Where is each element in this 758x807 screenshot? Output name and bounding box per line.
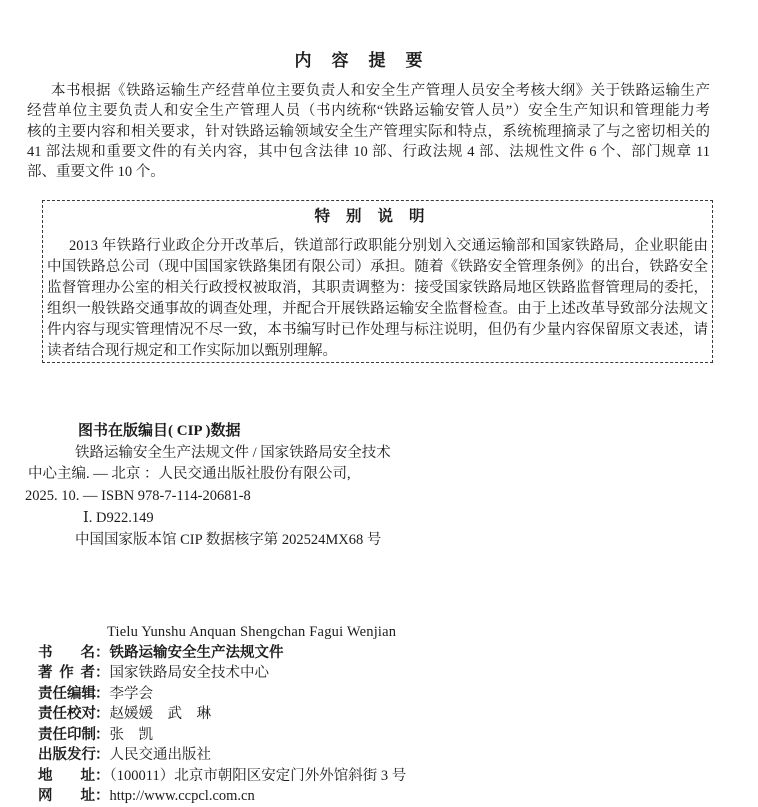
colophon-row-website [27, 786, 727, 807]
special-note-line: 2013 年铁路行业政企分开改革后，铁道部行政职能分别划入交通运输部和国家铁路局，企业职能由 [69, 238, 708, 254]
content-summary-paragraph [27, 81, 710, 182]
colophon-label: 网址 [38, 788, 95, 804]
cip-line: 中国国家版本馆 CIP 数据核字第 202524MX68 号 [75, 531, 382, 548]
colophon-value: 铁路运输安全生产法规文件 [109, 644, 284, 661]
book-title-pinyin: Tielu Yunshu Anquan Shengchan Fagui Wenjian [107, 624, 397, 640]
colophon-value: 张 凯 [109, 726, 153, 743]
colophon-colon: ： [95, 685, 110, 702]
cip-line: 铁路运输安全生产法规文件 / 国家铁路局安全技术 [75, 444, 391, 461]
colophon-colon: ： [95, 706, 110, 722]
cip-line: Ⅰ. D922.149 [83, 509, 154, 526]
colophon-value: 李学会 [109, 685, 153, 702]
colophon-label: 出版发行 [38, 747, 96, 763]
colophon-label: 书名 [38, 644, 95, 661]
summary-line: 部、重要文件 10 个。 [27, 164, 165, 181]
colophon-colon: ： [95, 665, 110, 681]
colophon-label: 责任印制 [38, 726, 96, 743]
special-note-line: 件内容与现实管理情况不尽一致，本书编写时已作处理与标注说明，但仍有少量内容保留原文表述，请 [47, 322, 708, 338]
special-note-paragraph [47, 236, 708, 362]
summary-line: 经营单位主要负责人和安全生产管理人员（书内统称“铁路运输安管人员”）安全生产知识和管理能力考 [27, 103, 710, 120]
colophon-row-print-supervisor [27, 725, 727, 746]
special-note-line: 中国铁路总公司（现中国国家铁路集团有限公司）承担。随着《铁路安全管理条例》的出台，铁路安全 [47, 259, 708, 275]
summary-line: 41 部法规和重要文件的有关内容，其中包含法律 10 部、行政法规 4 部、法规性文件 6 个、部门规章 11 [27, 143, 710, 160]
colophon-label: 责任编辑 [38, 685, 96, 702]
summary-line: 核的主要内容和相关要求，针对铁路运输领域安全生产管理实际和特点，系统梳理摘录了与之密切相关的 [27, 123, 710, 140]
colophon-row-address [27, 766, 727, 787]
special-note-line: 组织一般铁路交通事故的调查处理，并配合开展铁路运输安全监督检查。由于上述改革导致部分法规文 [47, 301, 708, 317]
colophon-row-editor [27, 684, 727, 705]
colophon-colon: ： [95, 644, 110, 661]
colophon-label: 著作者 [38, 665, 95, 681]
colophon-value: （100011）北京市朝阳区安定门外外馆斜街 3 号 [109, 767, 407, 784]
colophon-label: 地址 [38, 767, 95, 784]
colophon-value: http://www.ccpcl.com.cn [109, 788, 255, 804]
cip-line: 中心主编. — 北京 ：人民交通出版社股份有限公司, [28, 466, 351, 483]
content-summary-title: 内容提要 [294, 51, 443, 70]
special-note-line: 读者结合现行规定和工作实际加以甄别理解。 [47, 343, 337, 359]
colophon-row-book-title [27, 643, 727, 664]
colophon-colon: ： [95, 726, 110, 743]
cip-line: 2025. 10. — ISBN 978-7-114-20681-8 [25, 488, 251, 505]
colophon-value: 人民交通出版社 [109, 747, 211, 763]
special-note-box [42, 200, 713, 363]
cip-section [25, 421, 725, 551]
colophon-row-publisher [27, 745, 727, 766]
colophon-colon: ： [95, 767, 110, 784]
colophon-row-author [27, 663, 727, 684]
colophon-section [27, 622, 727, 807]
special-note-line: 监督管理办公室的相关行政授权被取消，其职责调整为：接受国家铁路局地区铁路监督管理局的委托， [47, 280, 708, 296]
special-note-title: 特别说明 [314, 208, 441, 225]
colophon-value: 国家铁路局安全技术中心 [109, 665, 269, 681]
colophon-colon: ： [95, 747, 110, 763]
colophon-value: 赵媛媛 武 琳 [109, 706, 211, 722]
colophon-row-proofreader [27, 704, 727, 725]
summary-line: 本书根据《铁路运输生产经营单位主要负责人和安全生产管理人员安全考核大纲》关于铁路运输生产 [51, 83, 710, 99]
cip-header: 图书在版编目( CIP )数据 [78, 423, 241, 439]
colophon-label: 责任校对 [38, 706, 96, 722]
colophon-colon: ： [95, 788, 110, 804]
